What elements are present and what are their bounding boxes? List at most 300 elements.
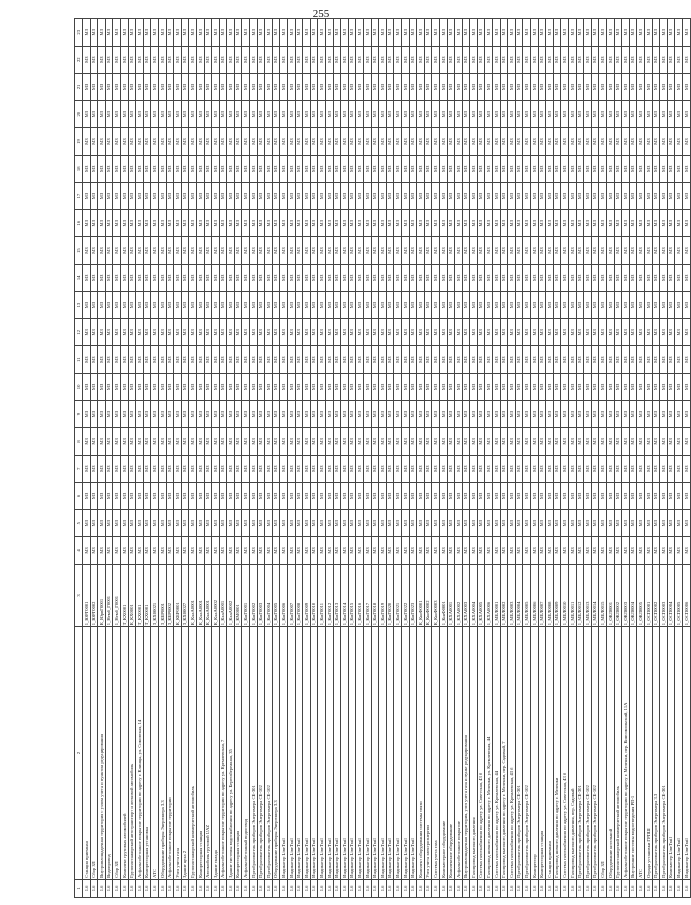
cell-name: Система газоснабжения по адресу ул. Кремлевская, 43 б [508,627,516,880]
cell-value: МЗ [265,101,273,128]
cell-value: МЗ [204,373,212,400]
cell-value: МЗ [667,455,675,482]
cell-value: МЗ [227,319,235,346]
cell-value: МЗ [629,455,637,482]
cell-value: МЗ [591,182,599,209]
cell-value: МЗ [379,237,387,264]
cell-value: МЗ [614,455,622,482]
cell-value: МЗ [356,346,364,373]
cell-value: МЗ [553,19,561,47]
column-header: 19 [75,128,83,155]
cell-value: МЗ [508,373,516,400]
cell-value: МЗ [310,128,318,155]
cell-value: МЗ [326,155,334,182]
cell-n: 1.6 [242,879,250,897]
cell-code: 1_ОКЛ0002 [614,564,622,627]
cell-name: Компрессорная станция [538,627,546,880]
cell-value: МЗ [644,346,652,373]
cell-value: МЗ [318,210,326,237]
cell-value: МЗ [189,101,197,128]
cell-value: МЗ [234,73,242,100]
table-row [174,19,182,898]
cell-value: МЗ [622,46,630,73]
cell-value: МЗ [606,319,614,346]
cell-value: МЗ [432,401,440,428]
cell-value: МЗ [219,46,227,73]
cell-value: МЗ [622,155,630,182]
cell-value: МЗ [341,101,349,128]
cell-value: МЗ [675,264,683,291]
table-row [599,19,607,898]
cell-value: МЗ [105,455,113,482]
cell-value: МЗ [174,264,182,291]
cell-value: МЗ [455,401,463,428]
cell-value: МЗ [462,401,470,428]
cell-code: 1_КХА0006 [485,564,493,627]
cell-value: МЗ [105,73,113,100]
column-header: 11 [75,346,83,373]
cell-value: МЗ [569,455,577,482]
cell-value: МЗ [424,128,432,155]
cell-value: МЗ [599,428,607,455]
cell-value: МЗ [158,373,166,400]
cell-value: МЗ [83,182,91,209]
cell-value: МЗ [98,401,106,428]
cell-value: МЗ [614,291,622,318]
cell-value: МЗ [295,182,303,209]
cell-value: МЗ [341,291,349,318]
cell-value: МЗ [166,291,174,318]
cell-code: К_КхаА0001 [196,564,204,627]
cell-value: МЗ [447,182,455,209]
cell-value: МЗ [189,319,197,346]
cell-code: 1_КХА0002 [455,564,463,627]
cell-value: МЗ [531,101,539,128]
cell-value: МЗ [181,291,189,318]
cell-value: МЗ [652,455,660,482]
cell-value: МЗ [447,319,455,346]
cell-value: МЗ [401,455,409,482]
cell-value: МЗ [326,401,334,428]
cell-value: МЗ [386,428,394,455]
cell-value: МЗ [462,101,470,128]
cell-value: МЗ [242,510,250,537]
cell-value: МЗ [386,510,394,537]
cell-value: МЗ [212,319,220,346]
cell-value: МЗ [288,19,296,47]
cell-value: МЗ [181,264,189,291]
cell-value: МЗ [227,128,235,155]
cell-value: МЗ [257,482,265,509]
cell-value: МЗ [250,510,258,537]
cell-value: МЗ [477,155,485,182]
cell-value: МЗ [166,319,174,346]
cell-name: Газопровод низкого давления по адресу г. Меленки [553,627,561,880]
cell-value: МЗ [470,455,478,482]
table-row [257,19,265,898]
table-row [652,19,660,898]
cell-value: МЗ [196,537,204,564]
table-row [113,19,121,898]
cell-value: МЗ [379,373,387,400]
cell-value: МЗ [417,510,425,537]
cell-value: МЗ [363,319,371,346]
cell-value: МЗ [660,128,668,155]
cell-value: МЗ [417,73,425,100]
cell-value: МЗ [234,373,242,400]
cell-value: МЗ [462,373,470,400]
cell-value: МЗ [386,155,394,182]
table-row [318,19,326,898]
cell-code: 1_КмГ0007 [288,564,296,627]
cell-value: МЗ [553,155,561,182]
cell-name: Оборудование приборы Энергомера 3.3 [272,627,280,880]
cell-value: МЗ [546,510,554,537]
cell-value: МЗ [515,346,523,373]
cell-value: МЗ [158,101,166,128]
cell-value: МЗ [439,155,447,182]
cell-value: МЗ [675,482,683,509]
cell-value: МЗ [219,510,227,537]
column-header: 12 [75,319,83,346]
column-header: 22 [75,46,83,73]
cell-name: Преобразователь приборов Энергомера СЕ-102 [591,627,599,880]
cell-value: МЗ [462,346,470,373]
cell-value: МЗ [356,101,364,128]
cell-value: МЗ [477,46,485,73]
cell-value: МЗ [637,373,645,400]
table-row [204,19,212,898]
cell-value: МЗ [212,346,220,373]
cell-value: МЗ [500,373,508,400]
cell-value: МЗ [591,237,599,264]
cell-value: МЗ [523,537,531,564]
cell-value: МЗ [303,182,311,209]
cell-value: МЗ [143,482,151,509]
column-header: 17 [75,182,83,209]
cell-value: МЗ [447,428,455,455]
cell-value: МЗ [371,264,379,291]
cell-value: МЗ [348,128,356,155]
cell-value: МЗ [120,455,128,482]
cell-value: МЗ [98,373,106,400]
cell-value: МЗ [546,401,554,428]
cell-value: МЗ [242,428,250,455]
cell-value: МЗ [599,373,607,400]
cell-value: МЗ [682,264,690,291]
cell-value: МЗ [90,537,98,564]
cell-value: МЗ [652,19,660,47]
cell-value: МЗ [174,455,182,482]
cell-value: МЗ [462,237,470,264]
cell-code: 1_ОСП0002 [652,564,660,627]
cell-value: МЗ [508,101,516,128]
cell-value: МЗ [196,291,204,318]
cell-code: 1_КмГ0002 [250,564,258,627]
cell-value: МЗ [98,291,106,318]
cell-value: МЗ [606,510,614,537]
cell-value: МЗ [295,291,303,318]
cell-value: МЗ [166,510,174,537]
cell-value: МЗ [432,455,440,482]
cell-value: МЗ [189,346,197,373]
cell-value: МЗ [652,46,660,73]
cell-value: МЗ [295,510,303,537]
cell-value: МЗ [584,291,592,318]
cell-value: МЗ [318,401,326,428]
cell-value: МЗ [629,401,637,428]
cell-value: МЗ [166,401,174,428]
cell-value: МЗ [591,401,599,428]
cell-value: МЗ [606,182,614,209]
cell-value: МЗ [531,19,539,47]
cell-value: МЗ [470,182,478,209]
cell-value: МЗ [599,73,607,100]
cell-value: МЗ [295,264,303,291]
cell-value: МЗ [113,182,121,209]
cell-value: МЗ [333,401,341,428]
cell-value: МЗ [644,182,652,209]
cell-value: МЗ [682,128,690,155]
cell-value: МЗ [470,291,478,318]
cell-value: МЗ [439,19,447,47]
cell-name: Система газоснабжения по адресу ул. Кремлевская, 44 [493,627,501,880]
cell-value: МЗ [667,182,675,209]
cell-code: 1_МЕЛ0012 [576,564,584,627]
cell-value: МЗ [371,510,379,537]
cell-value: МЗ [394,264,402,291]
cell-value: МЗ [105,210,113,237]
cell-value: МЗ [288,319,296,346]
cell-value: МЗ [341,455,349,482]
cell-value: МЗ [531,510,539,537]
cell-value: МЗ [629,291,637,318]
cell-value: МЗ [462,46,470,73]
cell-value: МЗ [212,455,220,482]
cell-name: Преобразователь приборов Энергомера СЕ-102 [257,627,265,880]
cell-n: 1.6 [561,879,569,897]
cell-value: МЗ [265,210,273,237]
cell-value: МЗ [386,373,394,400]
cell-value: МЗ [181,428,189,455]
cell-value: МЗ [576,128,584,155]
table-row [546,19,554,898]
cell-value: МЗ [455,319,463,346]
cell-value: МЗ [189,182,197,209]
cell-value: МЗ [508,346,516,373]
cell-value: МЗ [622,128,630,155]
cell-value: МЗ [166,537,174,564]
cell-value: МЗ [98,182,106,209]
cell-value: МЗ [386,101,394,128]
cell-value: МЗ [546,101,554,128]
cell-value: МЗ [212,401,220,428]
cell-value: МЗ [470,346,478,373]
cell-value: МЗ [644,73,652,100]
cell-value: МЗ [219,319,227,346]
cell-value: МЗ [667,401,675,428]
cell-value: МЗ [667,155,675,182]
cell-value: МЗ [599,455,607,482]
cell-value: МЗ [599,482,607,509]
cell-value: МЗ [629,319,637,346]
cell-value: МЗ [379,482,387,509]
cell-value: МЗ [424,291,432,318]
cell-value: МЗ [326,237,334,264]
cell-value: МЗ [120,291,128,318]
cell-value: МЗ [561,46,569,73]
cell-value: МЗ [288,264,296,291]
cell-value: МЗ [174,482,182,509]
cell-value: МЗ [151,46,159,73]
cell-value: МЗ [204,510,212,537]
cell-value: МЗ [265,73,273,100]
cell-value: МЗ [333,155,341,182]
cell-value: МЗ [675,182,683,209]
cell-value: МЗ [303,210,311,237]
cell-value: МЗ [675,128,683,155]
cell-value: МЗ [386,401,394,428]
cell-value: МЗ [675,510,683,537]
cell-value: МЗ [265,482,273,509]
table-row [553,19,561,898]
cell-value: МЗ [166,73,174,100]
cell-value: МЗ [234,455,242,482]
cell-value: МЗ [682,319,690,346]
table-header-row [75,19,83,898]
cell-value: МЗ [288,373,296,400]
cell-value: МЗ [660,264,668,291]
cell-value: МЗ [622,401,630,428]
cell-value: МЗ [439,346,447,373]
cell-value: МЗ [272,128,280,155]
cell-n: 1.6 [455,879,463,897]
cell-value: МЗ [136,346,144,373]
cell-n: 1.6 [113,879,121,897]
cell-value: МЗ [470,401,478,428]
cell-value: МЗ [151,401,159,428]
cell-value: МЗ [174,237,182,264]
cell-value: МЗ [652,128,660,155]
cell-value: МЗ [356,19,364,47]
cell-value: МЗ [318,46,326,73]
cell-value: МЗ [667,128,675,155]
cell-value: МЗ [257,428,265,455]
cell-name: Преобразователь приборов Энергомера СЕ-102 [265,627,273,880]
table-row [333,19,341,898]
cell-code: К_КхаА0001 [189,564,197,627]
cell-value: МЗ [424,46,432,73]
cell-value: МЗ [493,346,501,373]
cell-value: МЗ [394,46,402,73]
cell-value: МЗ [136,182,144,209]
cell-value: МЗ [181,537,189,564]
cell-value: МЗ [644,155,652,182]
cell-value: МЗ [432,291,440,318]
cell-value: МЗ [614,73,622,100]
cell-value: МЗ [439,537,447,564]
cell-code: 1_КХА0003 [462,564,470,627]
table-row [303,19,311,898]
cell-value: МЗ [682,455,690,482]
cell-value: МЗ [599,319,607,346]
rotated-table [74,18,689,898]
cell-value: МЗ [477,428,485,455]
cell-value: МЗ [356,155,364,182]
cell-name: Индикатор LineTrail [675,627,683,880]
cell-value: МЗ [189,401,197,428]
cell-value: МЗ [113,210,121,237]
cell-value: МЗ [151,155,159,182]
cell-value: МЗ [158,482,166,509]
cell-name: Внутриплощадочная территория с узлом учета и пунктом редуцирования [98,627,106,880]
cell-value: МЗ [341,210,349,237]
cell-code: 1_ОКЛ0001 [606,564,614,627]
cell-name: Компрессорная установка [143,627,151,880]
cell-value: МЗ [606,128,614,155]
cell-code: 3_КХ00027 [181,564,189,627]
cell-n: 1.6 [143,879,151,897]
cell-value: МЗ [531,455,539,482]
cell-value: МЗ [667,346,675,373]
cell-value: МЗ [371,455,379,482]
cell-value: МЗ [257,19,265,47]
cell-value: МЗ [303,482,311,509]
cell-value: МЗ [614,401,622,428]
cell-value: МЗ [348,182,356,209]
cell-value: МЗ [158,319,166,346]
cell-value: МЗ [98,101,106,128]
cell-code: 1_ОКЛ0004 [629,564,637,627]
cell-name: Индикатор LineTrail [333,627,341,880]
cell-value: МЗ [409,482,417,509]
cell-value: МЗ [128,73,136,100]
cell-n: 1.6 [652,879,660,897]
cell-value: МЗ [599,264,607,291]
cell-value: МЗ [242,101,250,128]
cell-value: МЗ [326,482,334,509]
cell-value: МЗ [447,291,455,318]
column-header: 20 [75,101,83,128]
cell-value: МЗ [500,182,508,209]
cell-value: МЗ [660,155,668,182]
table-row [447,19,455,898]
cell-code: 1_КмГ0008 [295,564,303,627]
cell-value: МЗ [151,128,159,155]
cell-value: МЗ [227,510,235,537]
cell-value: МЗ [227,346,235,373]
cell-value: МЗ [553,537,561,564]
cell-value: МЗ [174,128,182,155]
cell-value: МЗ [379,182,387,209]
cell-value: МЗ [250,401,258,428]
cell-value: МЗ [83,510,91,537]
cell-value: МЗ [136,482,144,509]
table-row [455,19,463,898]
cell-value: МЗ [212,264,220,291]
cell-value: МЗ [614,101,622,128]
cell-value: МЗ [105,237,113,264]
cell-value: МЗ [500,291,508,318]
cell-value: МЗ [493,291,501,318]
cell-value: МЗ [90,19,98,47]
cell-name: Преобразователь приборов Энергомера СЕ-301 [515,627,523,880]
cell-value: МЗ [576,510,584,537]
cell-value: МЗ [584,264,592,291]
cell-value: МЗ [158,73,166,100]
cell-value: МЗ [113,264,121,291]
cell-value: МЗ [409,101,417,128]
